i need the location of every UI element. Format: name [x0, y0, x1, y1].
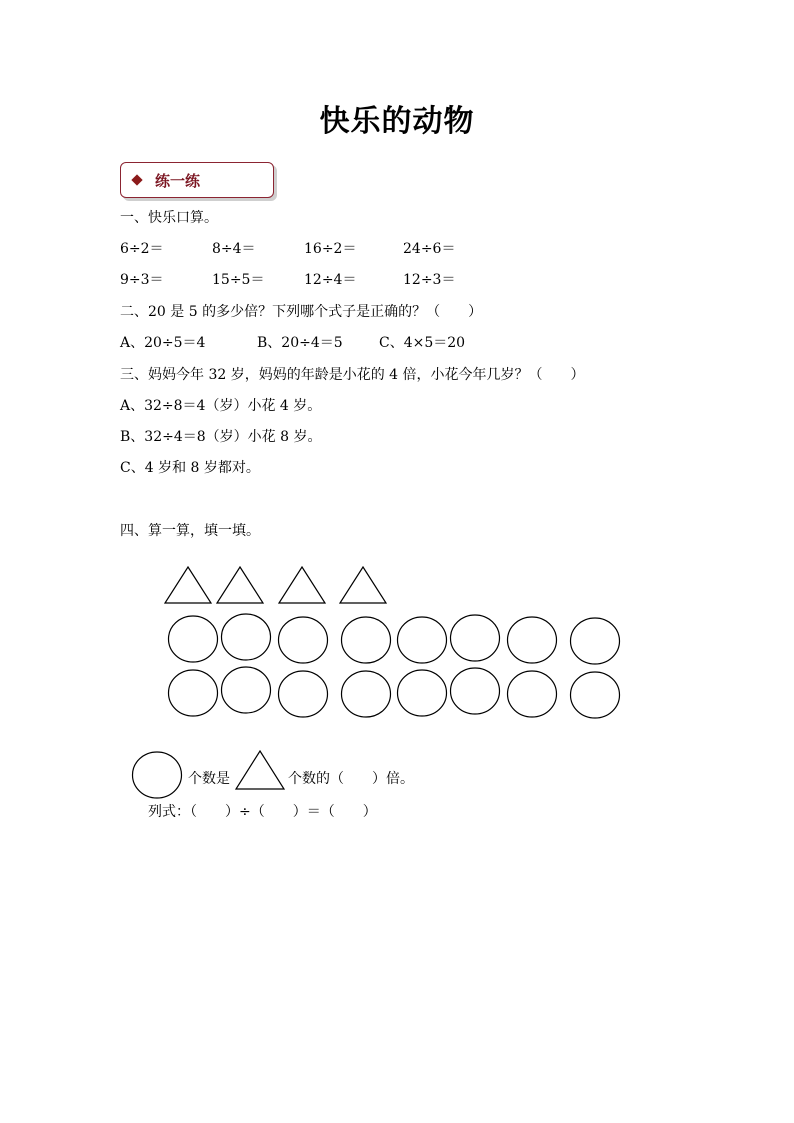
circle-shape — [342, 671, 391, 717]
circle-shape — [169, 670, 218, 716]
circle-shape — [279, 617, 328, 663]
question-2-heading: 二、20 是 5 的多少倍？下列哪个式子是正确的？（ ） — [120, 304, 483, 320]
circle-shape — [222, 667, 271, 713]
circle-shape — [508, 617, 557, 663]
q4-formula: 列式：（ ）÷（ ）＝（ ） — [148, 804, 377, 820]
q1-problem: 8÷4＝ — [212, 241, 256, 257]
sentence-circle-icon — [133, 752, 182, 798]
circle-shape — [169, 616, 218, 662]
q3-option-b: B、32÷4＝8（岁）小花 8 岁。 — [120, 429, 322, 445]
q4-sentence-part1: 个数是 — [188, 771, 230, 787]
q1-problem: 6÷2＝ — [120, 241, 164, 257]
question-3-heading: 三、妈妈今年 32 岁，妈妈的年龄是小花的 4 倍，小花今年几岁？（ ） — [120, 367, 585, 383]
triangle-shape — [165, 567, 211, 603]
triangle-shape — [217, 567, 263, 603]
q1-problem: 15÷5＝ — [212, 272, 265, 288]
circle-shape — [451, 615, 500, 661]
sentence-triangle-icon — [236, 751, 284, 789]
q1-problem: 12÷4＝ — [304, 272, 357, 288]
circle-shape — [398, 670, 447, 716]
q4-sentence-part2: 个数的（ ）倍。 — [288, 771, 414, 787]
circle-shape — [398, 617, 447, 663]
q3-option-c: C、4 岁和 8 岁都对。 — [120, 460, 260, 476]
circle-shape — [342, 617, 391, 663]
triangle-shape — [279, 567, 325, 603]
q1-problem: 9÷3＝ — [120, 272, 164, 288]
q3-option-a: A、32÷8＝4（岁）小花 4 岁。 — [120, 398, 322, 414]
circle-shape — [222, 614, 271, 660]
question-4-heading: 四、算一算，填一填。 — [120, 523, 260, 539]
circle-shape — [571, 672, 620, 718]
q1-problem: 12÷3＝ — [403, 272, 456, 288]
q1-problem: 24÷6＝ — [403, 241, 456, 257]
q1-problem: 16÷2＝ — [304, 241, 357, 257]
triangle-shape — [340, 567, 386, 603]
q2-option-c: C、4×5＝20 — [379, 335, 466, 351]
circle-shape — [451, 668, 500, 714]
q2-option-a: A、20÷5＝4 — [120, 335, 206, 351]
circle-shape — [279, 671, 328, 717]
circle-shape — [508, 671, 557, 717]
circle-shape — [571, 618, 620, 664]
question-1-heading: 一、快乐口算。 — [120, 210, 218, 226]
q2-option-b: B、20÷4＝5 — [257, 335, 343, 351]
section-badge-label: 练一练 — [155, 171, 201, 190]
page-title: 快乐的动物 — [319, 104, 475, 139]
